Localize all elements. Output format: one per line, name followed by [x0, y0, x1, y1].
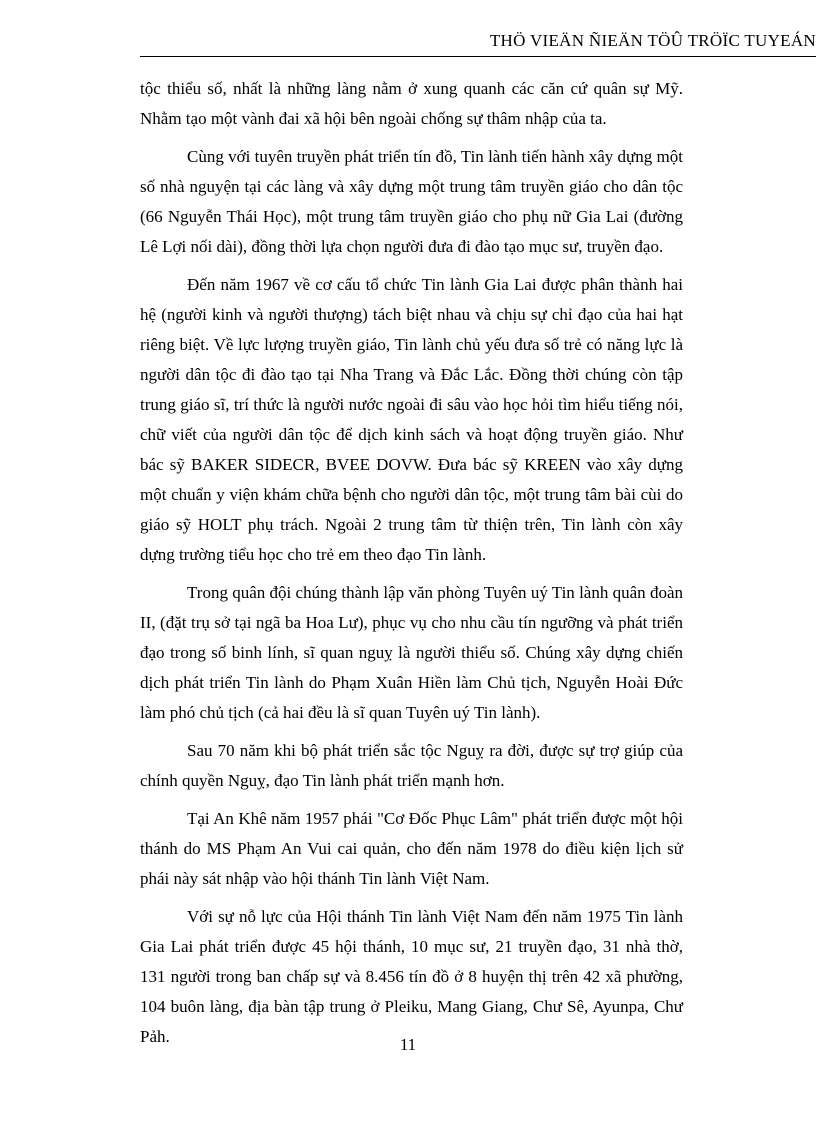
- paragraph-1: tộc thiểu số, nhất là những làng nằm ở xung quanh các căn cứ quân sự Mỹ. Nhằm tạo một vành đai xã hội bên ngoài chống sự thâm nhập của ta.: [140, 79, 683, 128]
- page-number: 11: [399, 1035, 417, 1054]
- paragraph-2: Cùng với tuyên truyền phát triển tín đồ, Tin lành tiến hành xây dựng một số nhà nguyện tại các làng và xây dựng một trung tâm truyền giáo cho dân tộc (66 Nguyễn Thái Học), một trung tâm truyền giáo cho phụ nữ Gia Lai (đường Lê Lợi nối dài), đồng thời lựa chọn người đưa đi đào tạo mục sư, truyền đạo.: [140, 147, 683, 256]
- paragraph-6: Tại An Khê năm 1957 phái "Cơ Đốc Phục Lâm" phát triển được một hội thánh do MS Phạm An Vui cai quản, cho đến năm 1978 do điều kiện lịch sử phái này sát nhập vào hội thánh Tin lành Việt Nam.: [140, 809, 683, 888]
- paragraph-7: Với sự nỗ lực của Hội thánh Tin lành Việt Nam đến năm 1975 Tin lành Gia Lai phát triển được 45 hội thánh, 10 mục sư, 21 truyền đạo, 31 nhà thờ, 131 người trong ban chấp sự và 8.456 tín đồ ở 8 huyện thị trên 42 xã phường, 104 buôn làng, địa bàn tập trung ở Pleiku, Mang Giang, Chư Sê, Ayunpa, Chư Pảh.: [140, 907, 683, 1046]
- paragraph-3: Đến năm 1967 về cơ cấu tổ chức Tin lành Gia Lai được phân thành hai hệ (người kinh và người thượng) tách biệt nhau và chịu sự chỉ đạo của hai hạt riêng biệt. Về lực lượng truyền giáo, Tin lành chủ yếu đưa số trẻ có năng lực là người dân tộc đi đào tạo tại Nha Trang và Đắc Lắc. Đồng thời chúng còn tập trung giáo sĩ, trí thức là người nước ngoài đi sâu vào học hỏi tìm hiểu tiếng nói, chữ viết của người dân tộc để dịch kinh sách và hoạt động truyền giáo. Như bác sỹ BAKER SIDECR, BVEE DOVW. Đưa bác sỹ KREEN vào xây dựng một chuẩn y viện khám chữa bệnh cho người dân tộc, một trung tâm bài cùi do giáo sỹ HOLT phụ trách. Ngoài 2 trung tâm từ thiện trên, Tin lành còn xây dựng trường tiểu học cho trẻ em theo đạo Tin lành.: [140, 275, 683, 564]
- body-text: [140, 74, 683, 1060]
- paragraph-5: Sau 70 năm khi bộ phát triển sắc tộc Nguỵ ra đời, được sự trợ giúp của chính quyền Nguỵ, đạo Tin lành phát triển mạnh hơn.: [140, 741, 683, 790]
- header-rule: [140, 56, 816, 57]
- paragraph-4: Trong quân đội chúng thành lập văn phòng Tuyên uý Tin lành quân đoàn II, (đặt trụ sở tại ngã ba Hoa Lư), phục vụ cho nhu cầu tín ngưỡng và phát triển đạo trong số binh lính, sĩ quan nguỵ là người thiểu số. Chúng xây dựng chiến dịch phát triển Tin lành do Phạm Xuân Hiền làm Chủ tịch, Nguyễn Hoài Đức làm phó chủ tịch (cả hai đều là sĩ quan Tuyên uý Tin lành).: [140, 583, 683, 722]
- running-header: THÖ VIEÄN ÑIEÄN TÖÛ TRÖÏC TUYEÁN: [489, 31, 816, 50]
